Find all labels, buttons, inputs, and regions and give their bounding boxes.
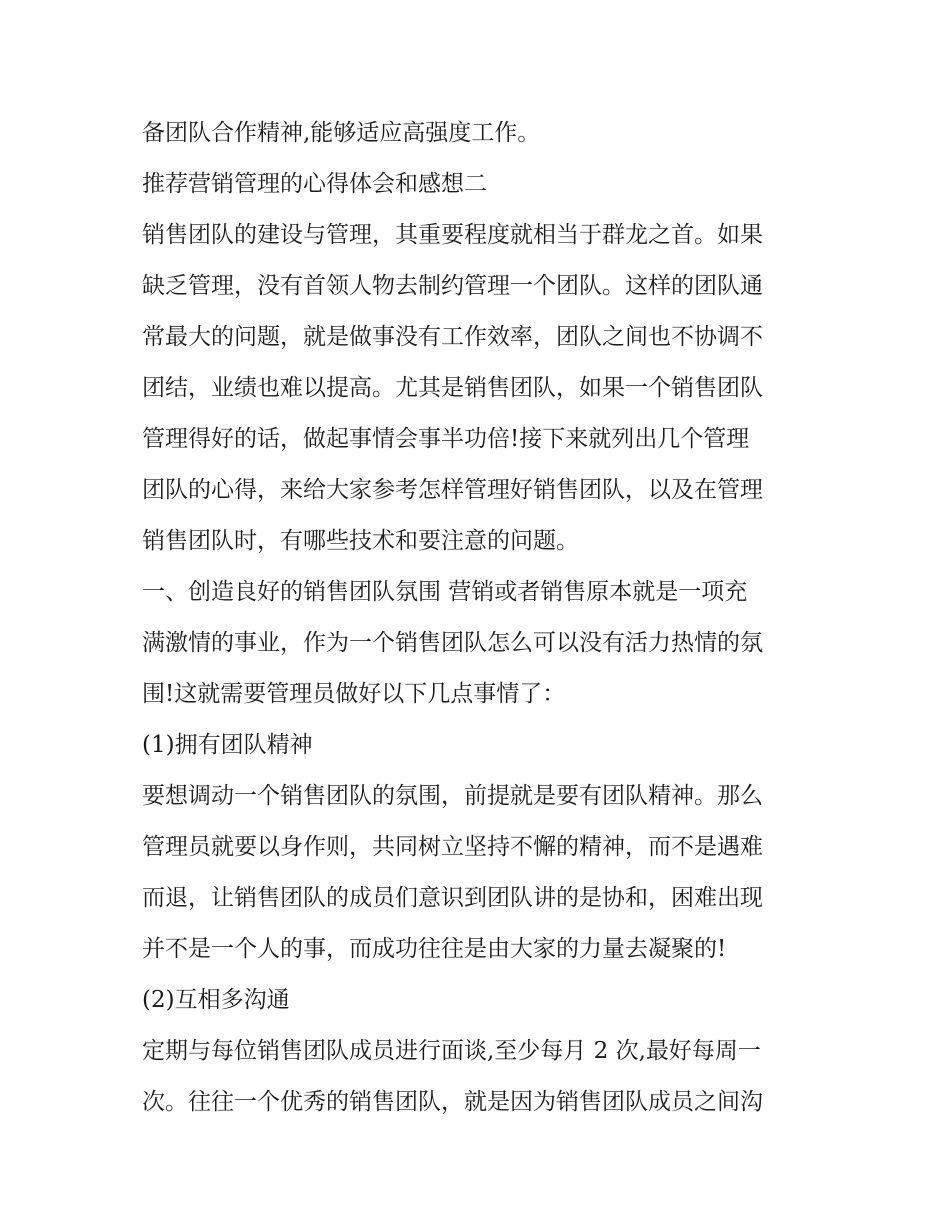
text-line: 并不是一个人的事，而成功往往是由大家的力量去凝聚的!	[142, 936, 727, 962]
text-line: 管理得好的话，做起事情会事半功倍!接下来就列出几个管理	[142, 426, 750, 452]
document-body	[142, 108, 822, 1128]
subheading: (2)互相多沟通	[142, 987, 290, 1013]
section-heading: 推荐营销管理的心得体会和感想二	[142, 171, 487, 197]
text-line: 销售团队时，有哪些技术和要注意的问题。	[142, 528, 579, 554]
text-line: 常最大的问题，就是做事没有工作效率，团队之间也不协调不	[142, 324, 763, 350]
text-line: 团队的心得，来给大家参考怎样管理好销售团队，以及在管理	[142, 477, 763, 503]
text-line: 满激情的事业，作为一个销售团队怎么可以没有活力热情的氛	[142, 630, 763, 656]
text-line: 而退，让销售团队的成员们意识到团队讲的是协和，困难出现	[142, 885, 763, 911]
text-line: 销售团队的建设与管理，其重要程度就相当于群龙之首。如果	[142, 222, 763, 248]
text-line: 次。往往一个优秀的销售团队，就是因为销售团队成员之间沟	[142, 1089, 763, 1115]
text-line: 管理员就要以身作则，共同树立坚持不懈的精神，而不是遇难	[142, 834, 763, 860]
text-line: 要想调动一个销售团队的氛围，前提就是要有团队精神。那么	[142, 783, 763, 809]
text-line: 围!这就需要管理员做好以下几点事情了：	[142, 681, 566, 707]
text-line: 缺乏管理，没有首领人物去制约管理一个团队。这样的团队通	[142, 273, 763, 299]
text-line: 备团队合作精神,能够适应高强度工作。	[142, 120, 541, 146]
subheading: (1)拥有团队精神	[142, 732, 313, 758]
text-line: 定期与每位销售团队成员进行面谈,至少每月 2 次,最好每周一	[142, 1038, 761, 1064]
text-line: 团结，业绩也难以提高。尤其是销售团队，如果一个销售团队	[142, 375, 763, 401]
text-line: 一、创造良好的销售团队氛围 营销或者销售原本就是一项充	[142, 579, 748, 605]
